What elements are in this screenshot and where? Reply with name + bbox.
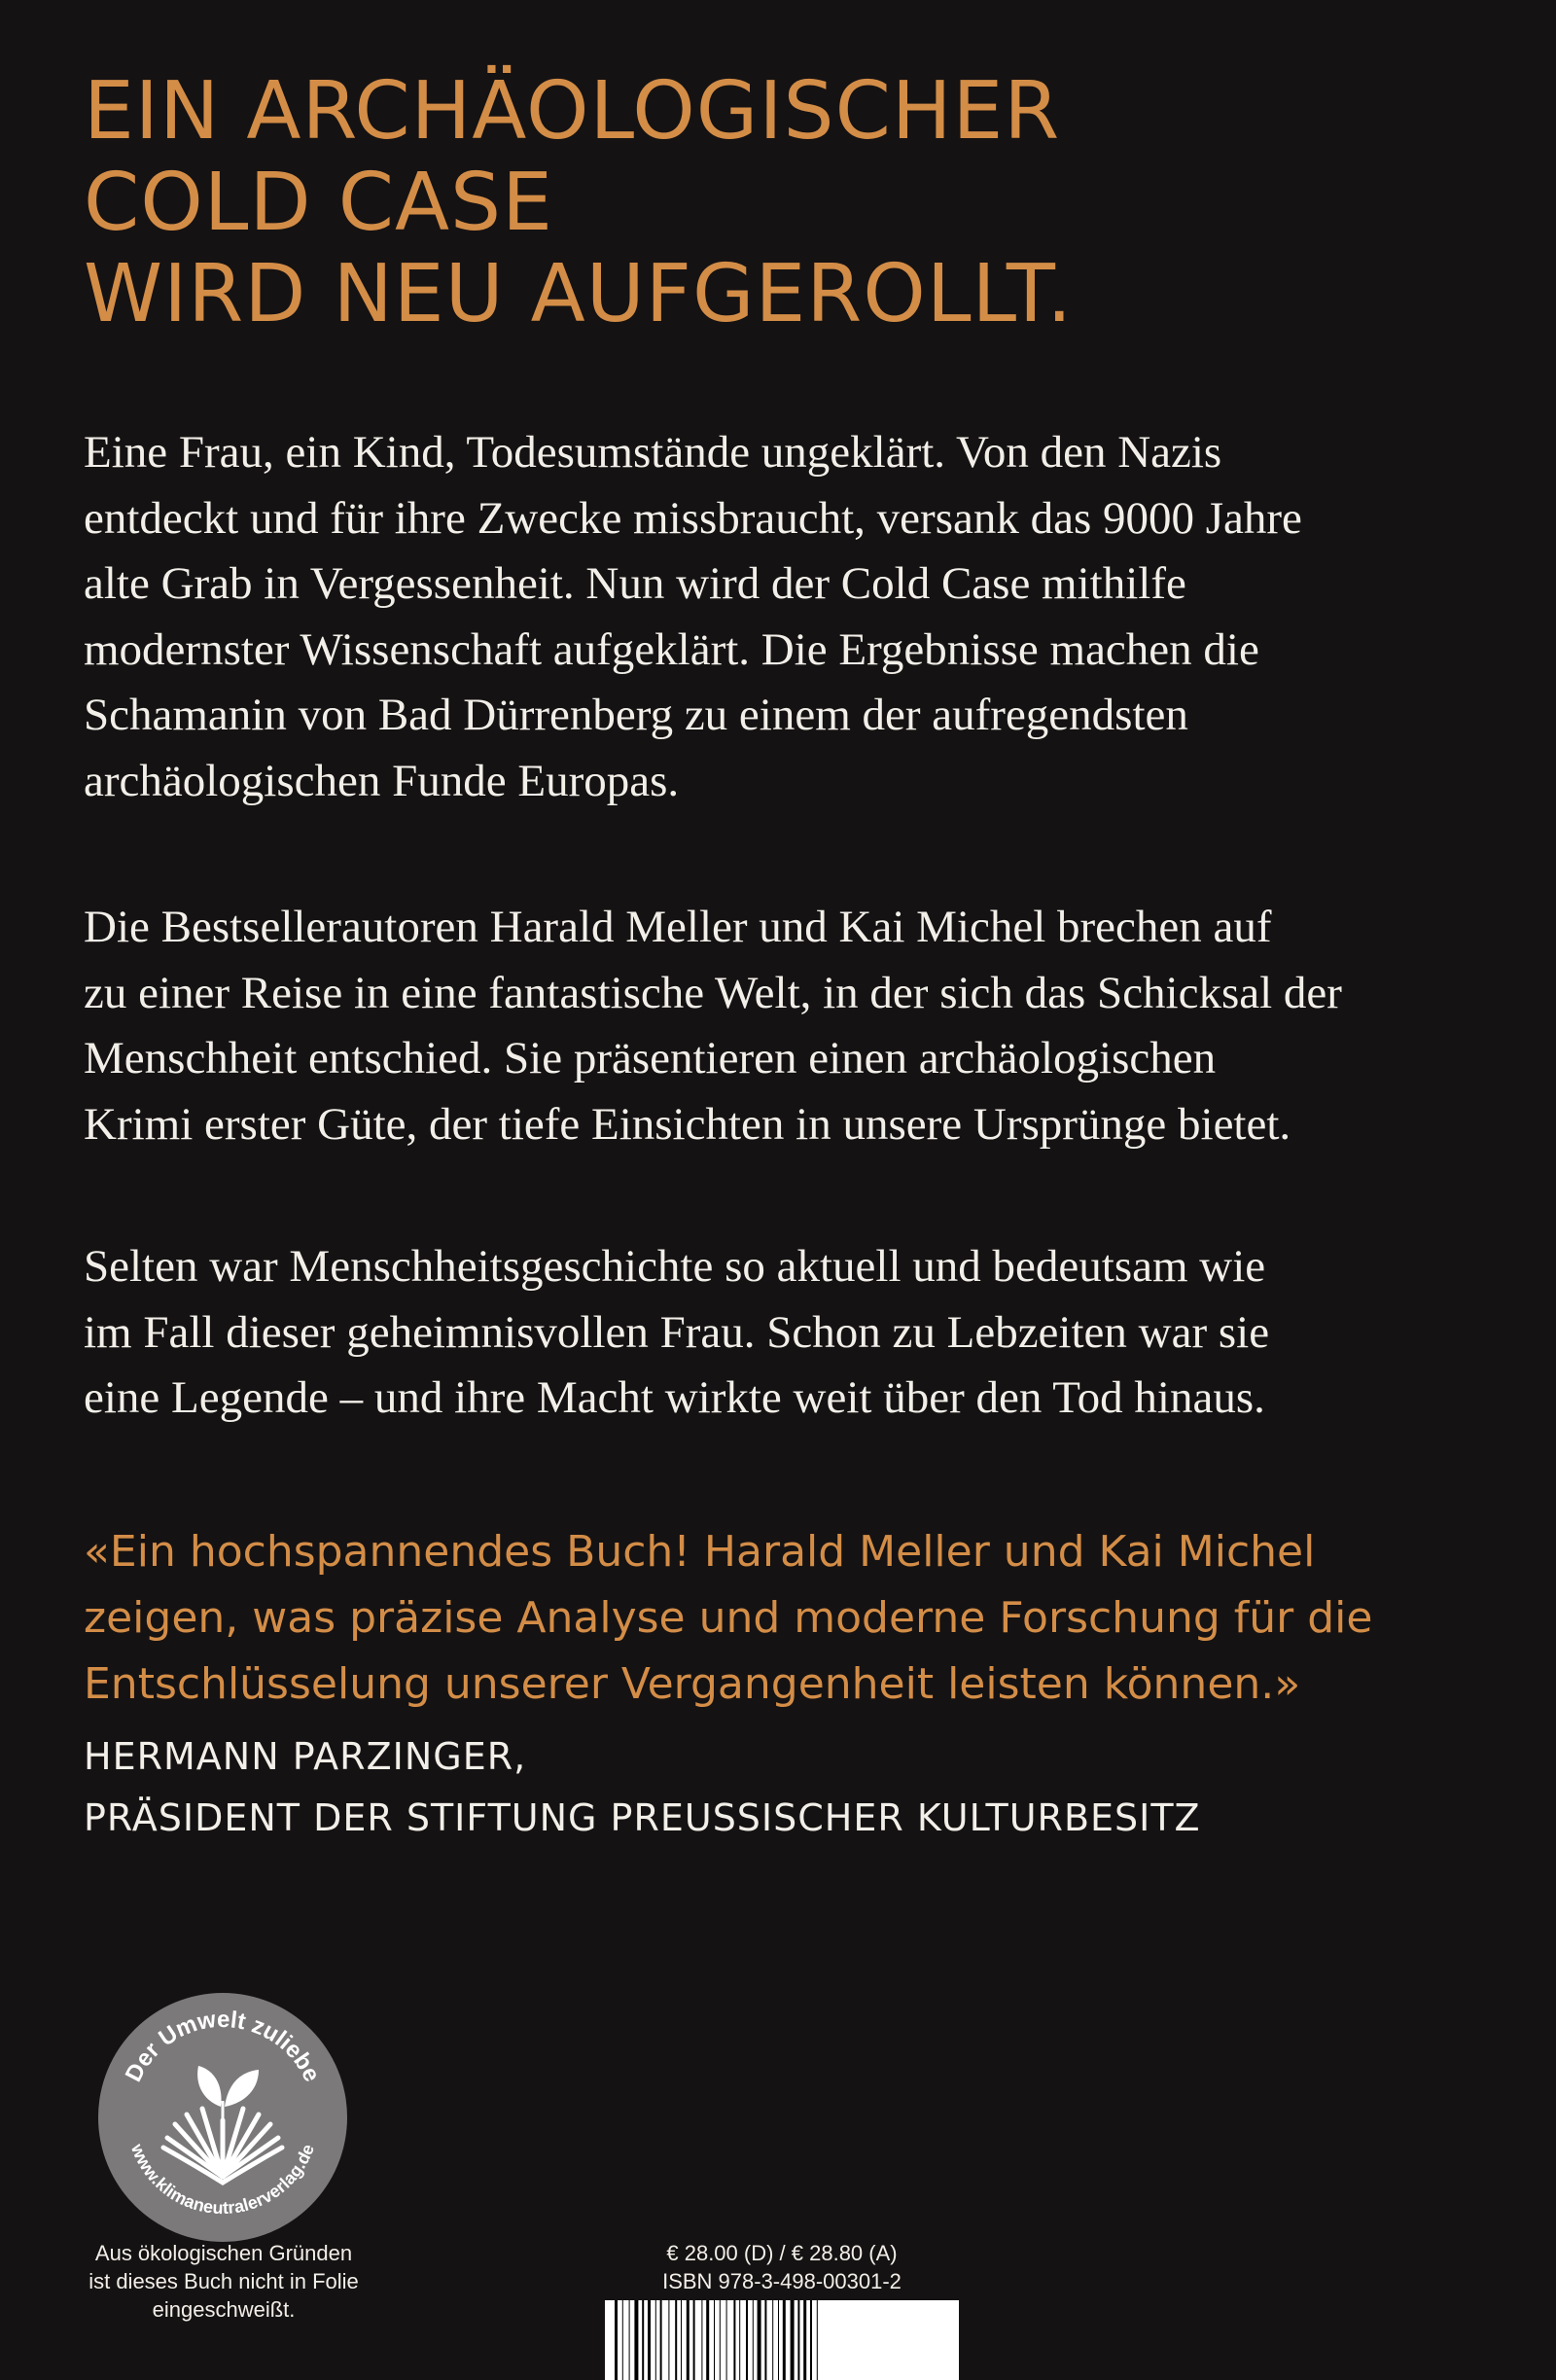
eco-note-line: Aus ökologischen Gründen (94, 2241, 353, 2265)
eco-note (58, 2239, 389, 2324)
eco-seal (97, 1992, 348, 2243)
quote-line: «Ein hochspannendes Buch! Harald Meller und Kai Michel (84, 1527, 1316, 1577)
barcode-background (605, 2300, 959, 2380)
author-title: PRÄSIDENT DER STIFTUNG PREUSSISCHER KULTURBESITZ (84, 1796, 1201, 1839)
barcode-bar (753, 2300, 754, 2380)
barcode-bar (810, 2300, 812, 2380)
barcode-bar (746, 2300, 748, 2380)
barcode-bar (726, 2300, 727, 2380)
headline (84, 66, 1465, 340)
paragraph-line: entdeckt und für ihre Zwecke missbraucht, versank das 9000 Jahre (84, 492, 1302, 544)
seal-top-text: Der Umwelt zuliebe (120, 2006, 326, 2086)
barcode-bar (642, 2300, 644, 2380)
barcode-bar (739, 2300, 740, 2380)
barcode-bar (772, 2300, 773, 2380)
blurb-paragraph-3 (84, 1234, 1484, 1432)
barcode-icon (605, 2300, 959, 2380)
headline-line-3: WIRD NEU AUFGEROLLT. (84, 248, 1074, 340)
review-quote (84, 1519, 1484, 1718)
quote-line: zeigen, was präzise Analyse und moderne Forschung für die (84, 1593, 1373, 1643)
eco-note-line: ist dieses Buch nicht in Folie (88, 2269, 359, 2293)
blurb-paragraph-2 (84, 895, 1484, 1157)
barcode-bar (615, 2300, 618, 2380)
barcode-bar (668, 2300, 669, 2380)
paragraph-line: Krimi erster Güte, der tiefe Einsichten in unsere Ursprünge bietet. (84, 1098, 1291, 1150)
price-line: € 28.00 (D) / € 28.80 (A) (666, 2241, 898, 2265)
paragraph-line: Menschheit entschied. Sie präsentieren einen archäologischen (84, 1033, 1217, 1083)
paragraph-line: alte Grab in Vergessenheit. Nun wird der Cold Case mithilfe (84, 558, 1186, 609)
paragraph-line: Schamanin von Bad Dürrenberg zu einem der aufregendsten (84, 690, 1188, 740)
barcode-bar (634, 2300, 638, 2380)
barcode-bar (803, 2300, 806, 2380)
barcode-bar (791, 2300, 795, 2380)
blurb-paragraph-1 (84, 420, 1484, 814)
barcode-bar (693, 2300, 695, 2380)
barcode-bar (687, 2300, 690, 2380)
paragraph-line: im Fall dieser geheimnisvollen Frau. Schon zu Lebzeiten war sie (84, 1306, 1270, 1358)
barcode-bar (720, 2300, 721, 2380)
paragraph-line: Die Bestsellerautoren Harald Meller und Kai Michel brechen auf (84, 902, 1272, 952)
seal-url-text: www.klimaneutralerverlag.de (126, 2141, 319, 2219)
paragraph-line: Eine Frau, ein Kind, Todesumstände ungeklärt. Von den Nazis (84, 427, 1222, 478)
barcode-bar (817, 2300, 818, 2380)
headline-line-1: EIN ARCHÄOLOGISCHER (84, 65, 1061, 158)
paragraph-line: archäologischen Funde Europas. (84, 755, 680, 806)
barcode-bar (764, 2300, 766, 2380)
eco-note-line: eingeschweißt. (152, 2297, 296, 2322)
quote-author (84, 1726, 1484, 1849)
barcode-bar (706, 2300, 709, 2380)
barcode-bar (681, 2300, 682, 2380)
paragraph-line: eine Legende – und ihre Macht wirkte weit über den Tod hinaus. (84, 1372, 1265, 1423)
price-block (584, 2239, 980, 2295)
barcode-bar (655, 2300, 656, 2380)
barcode-bar (714, 2300, 715, 2380)
barcode-bar (778, 2300, 779, 2380)
barcode-bar (797, 2300, 799, 2380)
paragraph-line: Selten war Menschheitsgeschichte so aktuell und bedeutsam wie (84, 1241, 1266, 1292)
paragraph-line: modernster Wissenschaft aufgeklärt. Die Ergebnisse machen die (84, 623, 1259, 675)
quote-line: Entschlüsselung unserer Vergangenheit leisten können.» (84, 1659, 1301, 1709)
barcode-bar (783, 2300, 786, 2380)
paragraph-line: zu einer Reise in eine fantastische Welt, in der sich das Schicksal der (84, 967, 1342, 1018)
barcode-bar (675, 2300, 677, 2380)
headline-line-2: COLD CASE (84, 157, 553, 249)
barcode-bar (622, 2300, 623, 2380)
barcode-bar (660, 2300, 662, 2380)
barcode-bar (701, 2300, 702, 2380)
isbn-line: ISBN 978-3-498-00301-2 (662, 2269, 902, 2293)
barcode-bar (629, 2300, 630, 2380)
author-name: HERMANN PARZINGER, (84, 1735, 527, 1778)
barcode-bar (733, 2300, 735, 2380)
barcode-bar (648, 2300, 651, 2380)
barcode-bar (758, 2300, 761, 2380)
